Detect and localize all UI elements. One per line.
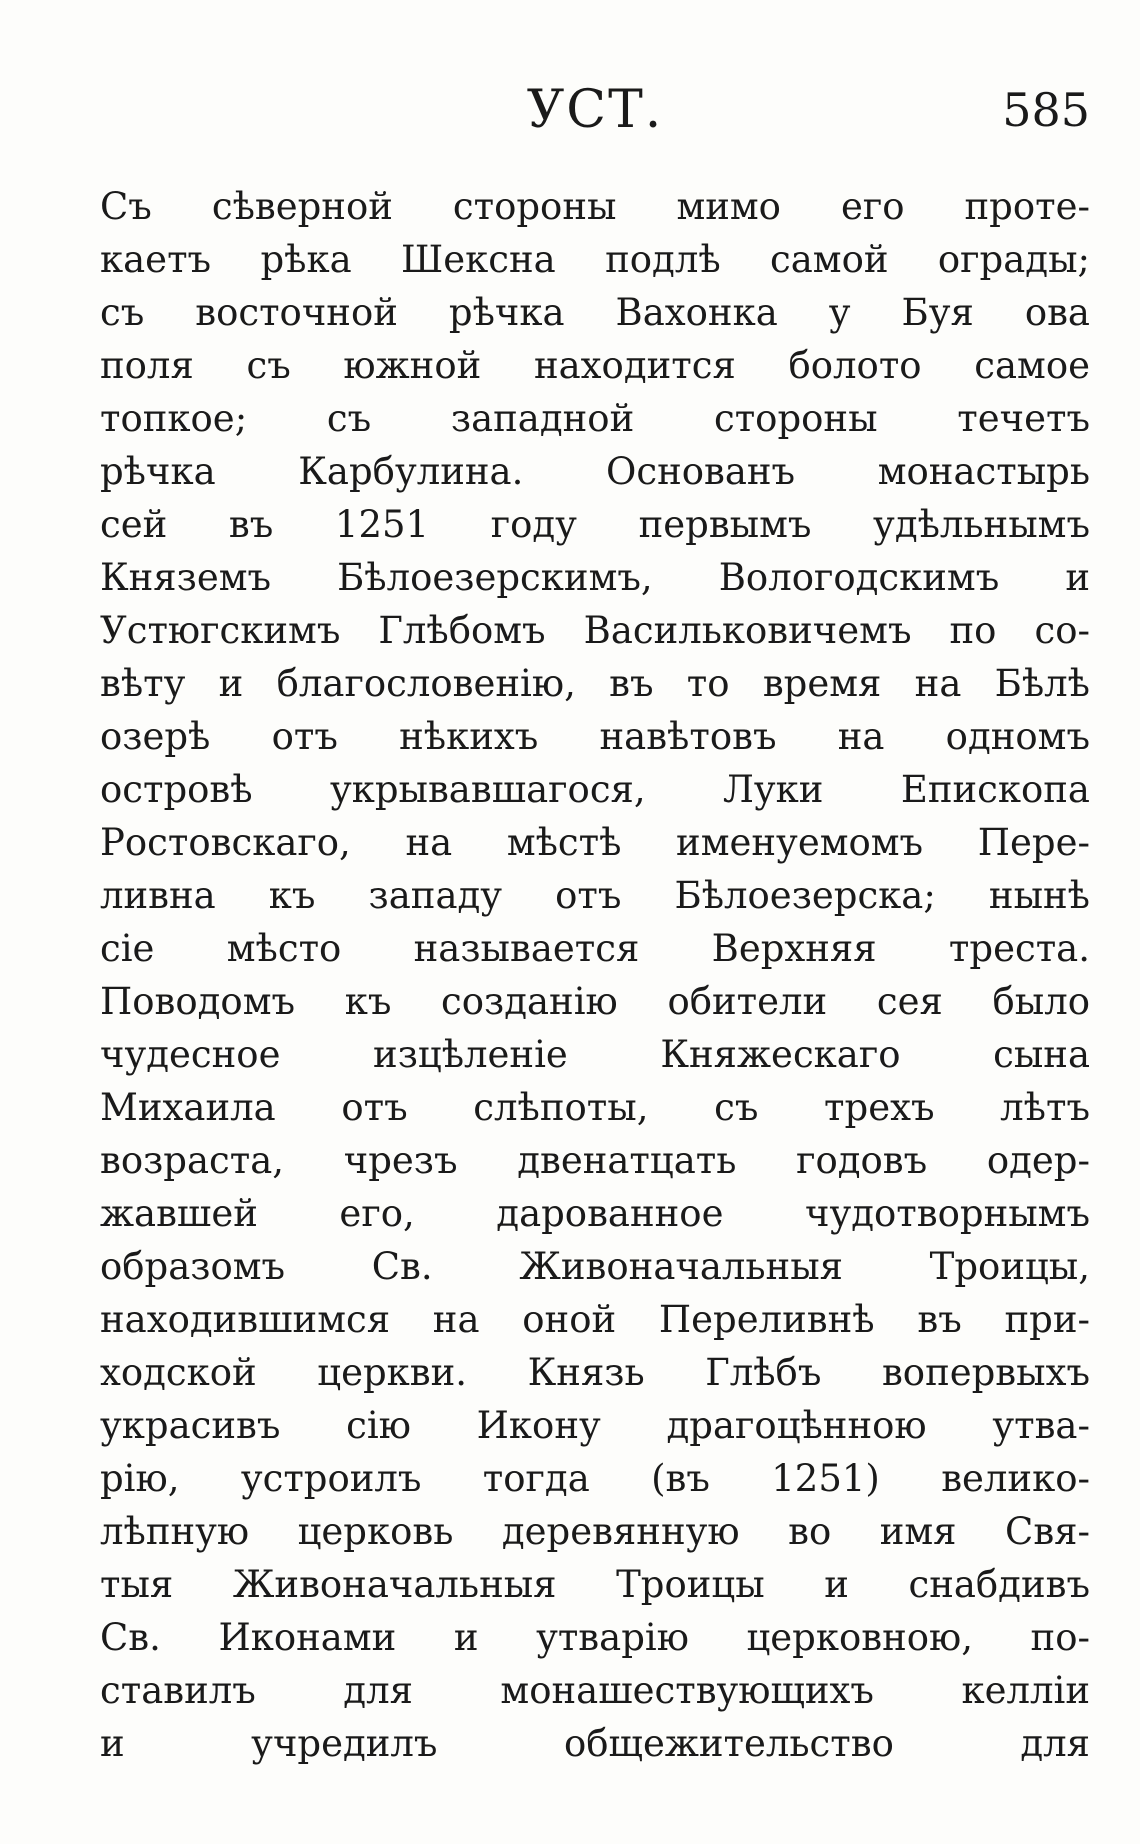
text-line: жавшей его, дарованное чудотворнымъ	[100, 1192, 1090, 1235]
text-line: Княземъ Бѣлоезерскимъ, Вологодскимъ и	[100, 556, 1090, 599]
page-header	[100, 70, 1090, 150]
running-head: УСТ.	[526, 80, 664, 140]
text-line: украсивъ сію Икону драгоцѣнною утва-	[100, 1404, 1090, 1447]
text-line: Ростовскаго, на мѣстѣ именуемомъ Пере-	[100, 821, 1090, 864]
text-line: Съ сѣверной стороны мимо его проте-	[100, 185, 1090, 228]
text-line: Михаила отъ слѣпоты, съ трехъ лѣтъ	[100, 1086, 1090, 1129]
text-line: рію, устроилъ тогда (въ 1251) велико-	[100, 1457, 1090, 1500]
text-line: чудесное изцѣленіе Княжескаго сына	[100, 1033, 1090, 1076]
text-line: вѣту и благословенію, въ то время на Бѣлѣ	[100, 662, 1090, 705]
text-line: образомъ Св. Живоначальныя Троицы,	[100, 1245, 1090, 1288]
text-line: ходской церкви. Князь Глѣбъ вопервыхъ	[100, 1351, 1090, 1394]
text-line: и учредилъ общежительство для	[100, 1722, 1090, 1765]
text-line: лѣпную церковь деревянную во имя Свя-	[100, 1510, 1090, 1553]
text-line: ливна къ западу отъ Бѣлоезерска; нынѣ	[100, 874, 1090, 917]
text-line: топкое; съ западной стороны течетъ	[100, 397, 1090, 440]
text-line: сей въ 1251 году первымъ удѣльнымъ	[100, 503, 1090, 546]
text-line: тыя Живоначальныя Троицы и снабдивъ	[100, 1563, 1090, 1606]
body-text	[100, 180, 1090, 1770]
text-line: рѣчка Карбулина. Основанъ монастырь	[100, 450, 1090, 493]
text-line: съ восточной рѣчка Вахонка у Буя ова	[100, 291, 1090, 334]
text-line: Св. Иконами и утварію церковною, по-	[100, 1616, 1090, 1659]
text-line: каетъ рѣка Шексна подлѣ самой ограды;	[100, 238, 1090, 281]
text-line: островѣ укрывавшагося, Луки Епископа	[100, 768, 1090, 811]
text-line: сіе мѣсто называется Верхняя треста.	[100, 927, 1090, 970]
page-number: 585	[1002, 83, 1090, 137]
text-line: озерѣ отъ нѣкихъ навѣтовъ на одномъ	[100, 715, 1090, 758]
text-line: поля съ южной находится болото самое	[100, 344, 1090, 387]
text-line: возраста, чрезъ двенатцать годовъ одер-	[100, 1139, 1090, 1182]
text-line: ставилъ для монашествующихъ келліи	[100, 1669, 1090, 1712]
text-line: находившимся на оной Переливнѣ въ при-	[100, 1298, 1090, 1341]
text-line: Поводомъ къ созданію обители сея было	[100, 980, 1090, 1023]
text-line: Устюгскимъ Глѣбомъ Васильковичемъ по со-	[100, 609, 1090, 652]
